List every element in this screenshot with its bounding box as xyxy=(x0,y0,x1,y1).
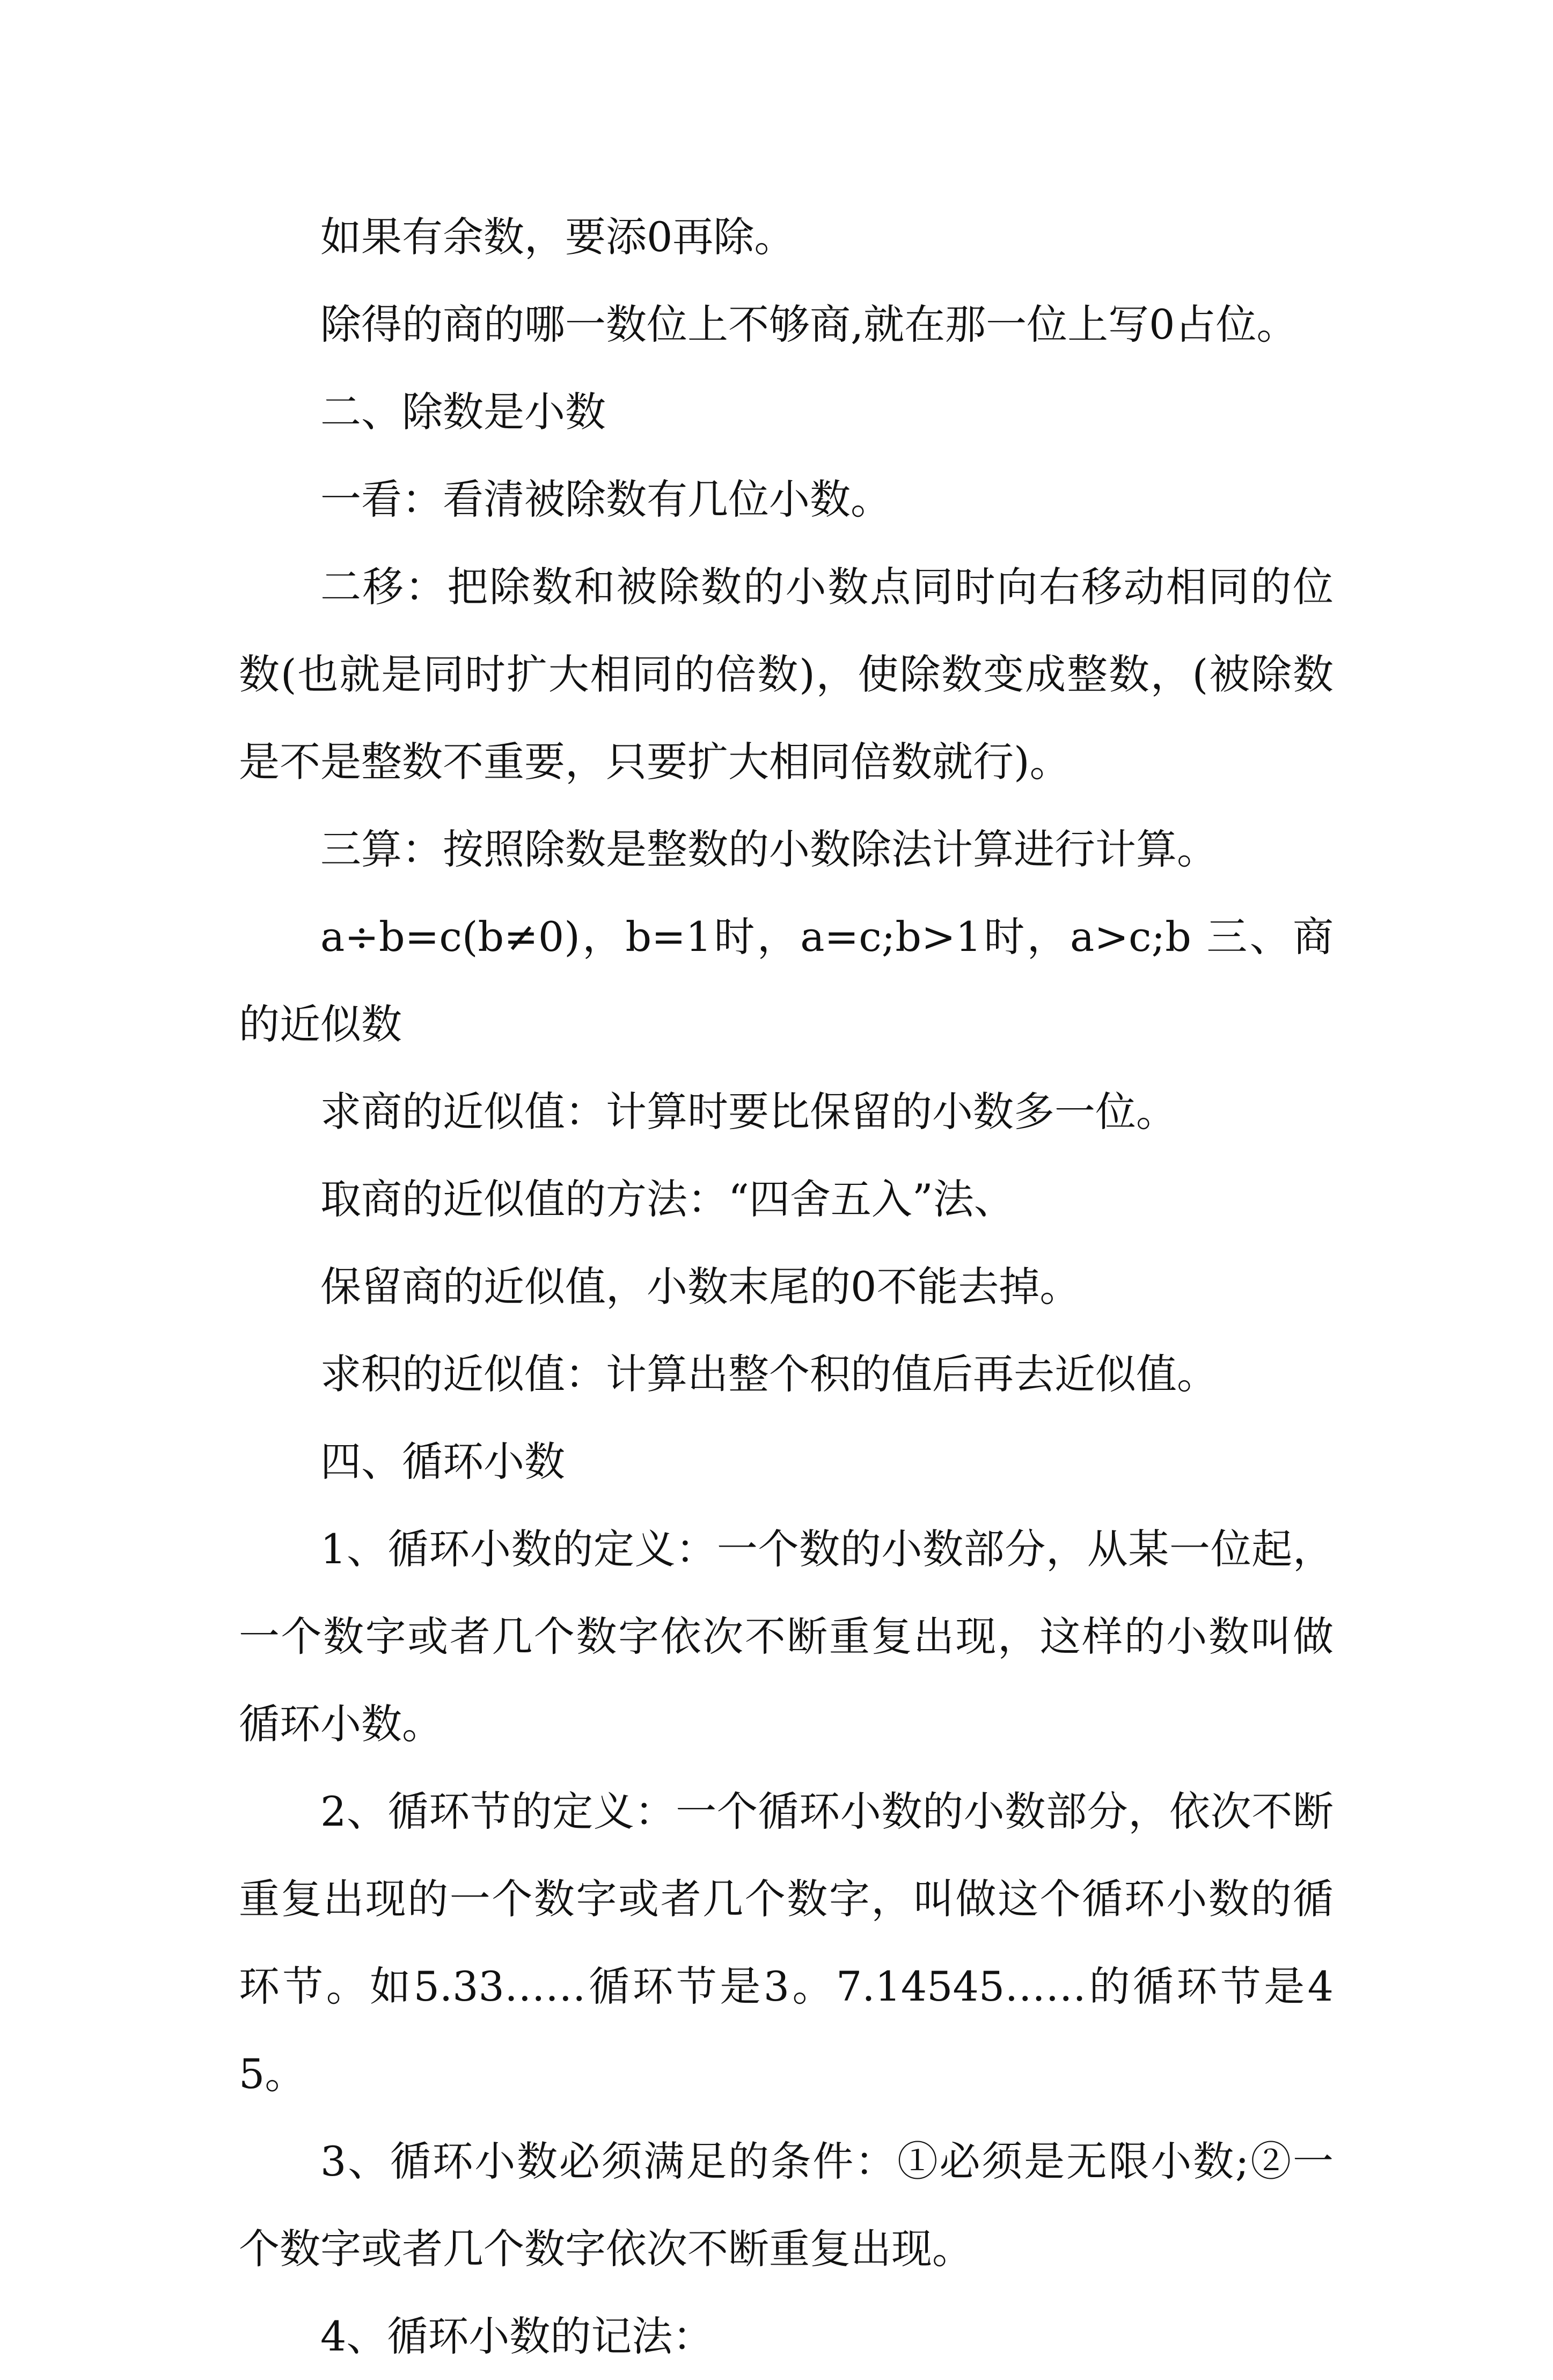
heading-repeating-decimal: 四、循环小数 xyxy=(320,1438,565,1485)
paragraph-notation: 4、循环小数的记法： xyxy=(320,2312,714,2360)
paragraph-zero-placeholder: 除得的商的哪一数位上不够商,就在那一位上写0占位。 xyxy=(320,301,1298,348)
paragraph-rounding-method: 取商的近似值的方法：“四舍五入”法、 xyxy=(320,1175,1015,1223)
heading-divisor-decimal: 二、除数是小数 xyxy=(320,388,606,436)
paragraph-formula-and-heading: a÷b=c(b≠0)，b=1时，a=c;b>1时，a>c;b 三、商的近似数 xyxy=(239,913,1334,1048)
paragraph-step-move: 二移：把除数和被除数的小数点同时向右移动相同的位数(也就是同时扩大相同的倍数)，使除数变成整数，(被除数是不是整数不重要，只要扩大相同倍数就行)。 xyxy=(239,563,1334,786)
paragraph-quotient-approx: 求商的近似值：计算时要比保留的小数多一位。 xyxy=(320,1088,1177,1136)
paragraph-product-approx: 求积的近似值：计算出整个积的值后再去近似值。 xyxy=(320,1350,1218,1398)
paragraph-step-calc: 三算：按照除数是整数的小数除法计算进行计算。 xyxy=(320,825,1218,873)
paragraph-cycle-definition: 2、循环节的定义：一个循环小数的小数部分，依次不断重复出现的一个数字或者几个数字，叫做这个循环小数的循环节。如5.33……循环节是3。7.14545……的循环节是45。 xyxy=(239,1788,1334,2098)
paragraph-repeating-definition: 1、循环小数的定义：一个数的小数部分，从某一位起，一个数字或者几个数字依次不断重复出现，这样的小数叫做循环小数。 xyxy=(239,1525,1334,1748)
paragraph-keep-zero: 保留商的近似值，小数末尾的0不能去掉。 xyxy=(320,1263,1081,1310)
paragraph-conditions: 3、循环小数必须满足的条件：①必须是无限小数;②一个数字或者几个数字依次不断重复出现。 xyxy=(239,2137,1334,2273)
paragraph-remainder: 如果有余数，要添0再除。 xyxy=(320,213,795,261)
paragraph-step-look: 一看：看清被除数有几位小数。 xyxy=(320,475,891,523)
document-body xyxy=(239,193,1334,2380)
